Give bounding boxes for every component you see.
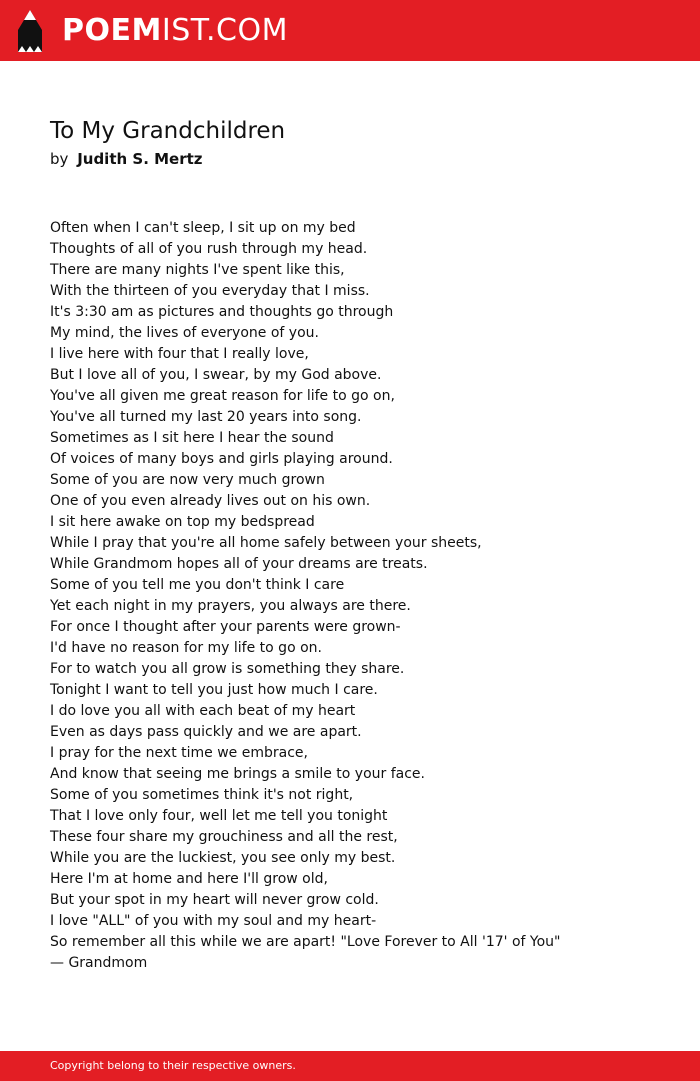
poem-line: You've all turned my last 20 years into song. bbox=[50, 409, 362, 425]
logo-light-text: IST.COM bbox=[161, 13, 288, 48]
poem-line: Some of you are now very much grown bbox=[50, 472, 325, 488]
byline bbox=[50, 148, 203, 170]
poem-line: But your spot in my heart will never grow cold. bbox=[50, 892, 379, 908]
site-header bbox=[0, 0, 700, 61]
poem-line: I pray for the next time we embrace, bbox=[50, 745, 308, 761]
poem-line: For to watch you all grow is something they share. bbox=[50, 661, 405, 677]
poem-title: To My Grandchildren bbox=[50, 118, 286, 144]
poem-line: I sit here awake on top my bedspread bbox=[50, 514, 315, 530]
poem-line: Some of you tell me you don't think I care bbox=[50, 577, 345, 593]
poem-line: Tonight I want to tell you just how much I care. bbox=[50, 682, 378, 698]
poem-line: — Grandmom bbox=[50, 955, 148, 971]
poem-line: Even as days pass quickly and we are apart. bbox=[50, 724, 362, 740]
poem-line: Sometimes as I sit here I hear the sound bbox=[50, 430, 334, 446]
poem-body bbox=[50, 218, 560, 974]
poem-line: While I pray that you're all home safely between your sheets, bbox=[50, 535, 482, 551]
poem-line: Some of you sometimes think it's not right, bbox=[50, 787, 354, 803]
pencil-icon bbox=[16, 8, 44, 53]
poem-line: I love "ALL" of you with my soul and my heart- bbox=[50, 913, 377, 929]
poem-line: I live here with four that I really love, bbox=[50, 346, 309, 362]
poem-line: I do love you all with each beat of my heart bbox=[50, 703, 356, 719]
poem-line: Yet each night in my prayers, you always are there. bbox=[50, 598, 411, 614]
author-name: Judith S. Mertz bbox=[77, 150, 203, 168]
site-footer bbox=[0, 1051, 700, 1081]
poem-line: But I love all of you, I swear, by my God above. bbox=[50, 367, 382, 383]
poem-line: That I love only four, well let me tell you tonight bbox=[50, 808, 388, 824]
logo-bold-text: POEM bbox=[62, 13, 162, 48]
poem-line: Of voices of many boys and girls playing around. bbox=[50, 451, 393, 467]
poem-line: My mind, the lives of everyone of you. bbox=[50, 325, 319, 341]
poem-line: There are many nights I've spent like this, bbox=[50, 262, 345, 278]
poem-line: I'd have no reason for my life to go on. bbox=[50, 640, 322, 656]
poem-line: One of you even already lives out on his own. bbox=[50, 493, 371, 509]
poem-line: Often when I can't sleep, I sit up on my bed bbox=[50, 220, 356, 236]
poem-line: You've all given me great reason for life to go on, bbox=[50, 388, 395, 404]
poem-line: While you are the luckiest, you see only my best. bbox=[50, 850, 396, 866]
poem-line: These four share my grouchiness and all the rest, bbox=[50, 829, 398, 845]
site-logo[interactable] bbox=[62, 11, 288, 51]
poem-line: While Grandmom hopes all of your dreams are treats. bbox=[50, 556, 428, 572]
poem-line: For once I thought after your parents were grown- bbox=[50, 619, 401, 635]
poem-line: Here I'm at home and here I'll grow old, bbox=[50, 871, 328, 887]
poem-line: And know that seeing me brings a smile to your face. bbox=[50, 766, 425, 782]
poem-line: So remember all this while we are apart! "Love Forever to All '17' of You" bbox=[50, 934, 561, 950]
poem-line: With the thirteen of you everyday that I miss. bbox=[50, 283, 370, 299]
poem-line: Thoughts of all of you rush through my head. bbox=[50, 241, 368, 257]
by-label: by bbox=[50, 150, 69, 168]
poem-line: It's 3:30 am as pictures and thoughts go through bbox=[50, 304, 394, 320]
copyright-text: Copyright belong to their respective owners. bbox=[50, 1059, 296, 1072]
